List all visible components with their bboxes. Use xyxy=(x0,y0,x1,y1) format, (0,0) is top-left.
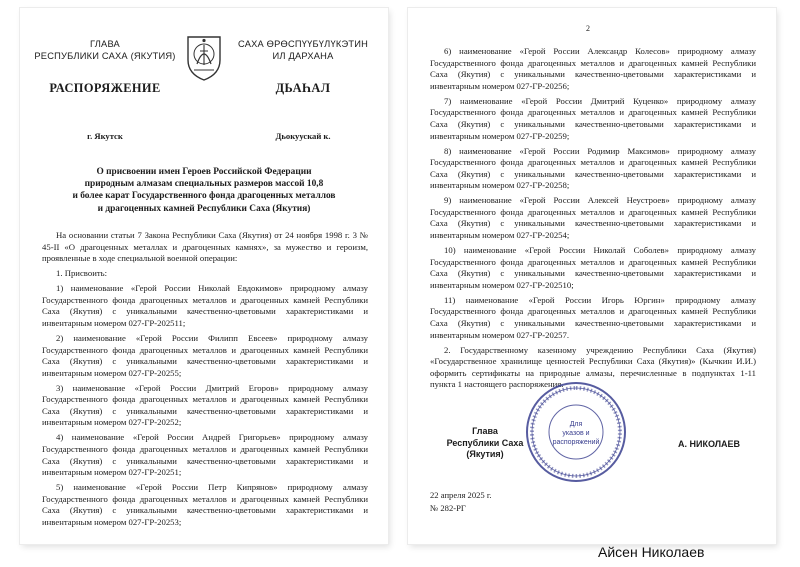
paragraph: 2) наименование «Герой России Филипп Евсеев» природному алмазу Государственного фонда драгоценных металлов и драгоценных камней Республики Саха (Якутия) с уникальными качественно-цветовыми характеристиками и инвентарным номером 027-ГР-20255; xyxy=(42,332,368,378)
page-number: 2 xyxy=(586,24,590,33)
document-title: О присвоении имен Героев Российской Федерации природным алмазам специальных размеров массой 10,8 и более карат Государственного фонда драгоценных металлов и драгоценных камней Республики Саха (Якутия) xyxy=(72,167,336,214)
signature-date: 22 апреля 2025 г. xyxy=(430,490,492,500)
header-sah xyxy=(228,38,378,62)
left-body-text xyxy=(42,230,368,532)
signature-name: А. НИКОЛАЕВ xyxy=(678,439,741,449)
paragraph: 11) наименование «Герой России Игорь Юргин» природному алмазу Государственного фонда драгоценных металлов и драгоценных камней Республики Саха (Якутия) с уникальными качественно-цветовыми характеристиками и инвентарным номером 027-ГР-20257. xyxy=(430,294,756,340)
paragraph: 5) наименование «Герой России Петр Кипрянов» природному алмазу Государственного фонда драгоценных металлов и драгоценных камней Республики Саха (Якутия) с уникальными качественно-цветовыми характеристиками и инвентарным номером 027-ГР-20253; xyxy=(42,482,368,527)
seal-text-3: распоряжений xyxy=(552,439,600,446)
signature-date-block xyxy=(430,489,492,515)
header-sah-text: САХА ӨРӨСПҮҮБҮЛҮКЭТИН ИЛ ДАРХАНА xyxy=(237,39,368,61)
paragraph: 4) наименование «Герой России Андрей Григорьев» природному алмазу Государственного фонда драгоценных металлов и драгоценных камней Республики Саха (Якутия) с уникальными качественно-цветовыми характеристиками и инвентарным номером 027-ГР-20251; xyxy=(42,432,368,478)
city-sah: Дьокуускай к. xyxy=(275,131,331,141)
paragraph: 6) наименование «Герой России Александр Колесов» природному алмазу Государственного фонда драгоценных металлов и драгоценных камней Республики Саха (Якутия) с уникальными качественно-цветовыми характеристиками и инвентарным номером 027-ГР-20256; xyxy=(430,46,756,91)
header-ru-text: ГЛАВА РЕСПУБЛИКИ САХА (ЯКУТИЯ) xyxy=(34,39,176,61)
paragraph: 10) наименование «Герой России Николай Соболев» природному алмазу Государственного фонда драгоценных металлов и драгоценных камней Республики Саха (Якутия) с уникальными качественно-цветовыми характеристиками и инвентарным номером 027-ГР-202510; xyxy=(430,245,756,290)
doc-type-sah: ДЬАҺАЛ xyxy=(275,81,331,95)
paragraph: 1. Присвоить: xyxy=(56,268,108,279)
city-ru: г. Якутск xyxy=(87,131,123,141)
doc-type-ru: РАСПОРЯЖЕНИЕ xyxy=(49,81,161,95)
paragraph: 3) наименование «Герой России Дмитрий Егоров» природному алмазу Государственного фонда драгоценных металлов и драгоценных камней Республики Саха (Якутия) с уникальными качественно-цветовыми характеристиками и инвентарным номером 027-ГР-20252; xyxy=(42,382,368,428)
paragraph: 8) наименование «Герой России Родимир Максимов» природному алмазу Государственного фонда драгоценных металлов и драгоценных камней Республики Саха (Якутия) с уникальными качественно-цветовыми характеристиками и инвентарным номером 027-ГР-20258; xyxy=(430,145,756,191)
header-ru xyxy=(30,38,180,62)
paragraph: 2. Государственному казенному учреждению Республики Саха (Якутия) «Государственное хранилище ценностей Республики Саха (Якутия)» (Кычкин И.И.) оформить сертификаты на природные алмазы, перечисленные в подпунктах 1-11 пункта 1 настоящего распоряжения. xyxy=(430,344,756,390)
right-body-text xyxy=(430,46,756,394)
paragraph: На основании статьи 7 Закона Республики Саха (Якутия) от 24 ноября 1998 г. 3 № 45-II «О драгоценных металлах и драгоценных камнях», за мужество и героизм, проявленные в ходе специальной военной операции: xyxy=(42,230,368,264)
paragraph: 9) наименование «Герой России Алексей Неустроев» природному алмазу Государственного фонда драгоценных металлов и драгоценных камней Республики Саха (Якутия) с уникальными качественно-цветовыми характеристиками и инвентарным номером 027-ГР-20254; xyxy=(430,195,756,241)
signature-position: Глава Республики Саха (Якутия) xyxy=(446,426,524,459)
document-page-1 xyxy=(20,8,388,544)
document-page-2 xyxy=(408,8,776,544)
paragraph: 7) наименование «Герой России Дмитрий Куценко» природному алмазу Государственного фонда драгоценных металлов и драгоценных камней Республики Саха (Якутия) с уникальными качественно-цветовыми характеристиками и инвентарным номером 027-ГР-20259; xyxy=(430,95,756,141)
image-caption: Айсен Николаев xyxy=(598,544,705,560)
seal-text-2: указов и xyxy=(562,430,590,437)
seal-text-1: Для xyxy=(569,421,583,428)
document-number: № 282-РГ xyxy=(430,503,466,513)
coat-of-arms-icon xyxy=(184,34,224,82)
paragraph: 1) наименование «Герой России Николай Евдокимов» природному алмазу Государственного фонда драгоценных металлов и драгоценных камней Республики Саха (Якутия) с уникальными качественно-цветовыми характеристиками и инвентарным номером 027-ГР-202511; xyxy=(42,283,368,328)
